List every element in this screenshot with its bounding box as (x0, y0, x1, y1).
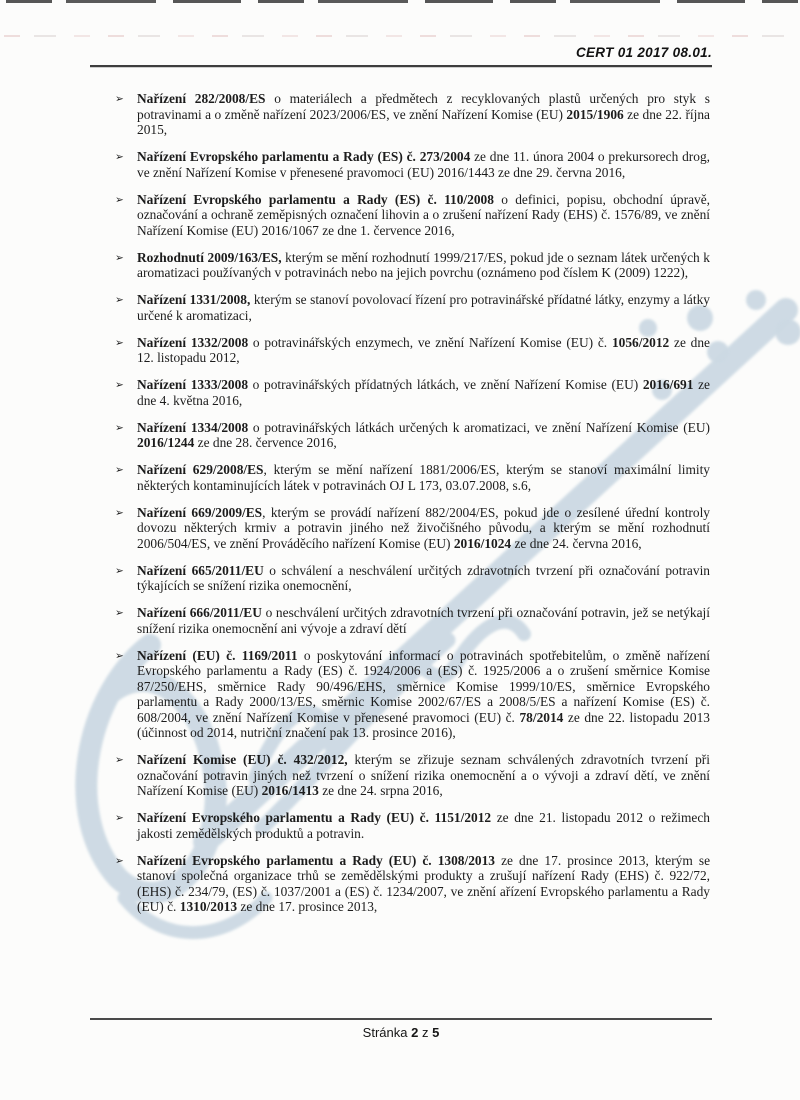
list-item-text (137, 648, 710, 741)
regulation-ref-bold: Nařízení 1332/2008 (137, 334, 249, 350)
list-item (115, 335, 710, 366)
bullet-arrow-icon: ➢ (115, 854, 124, 867)
regulation-text: ze dne 24. června 2016, (511, 535, 642, 551)
list-item (115, 149, 710, 180)
bullet-arrow-icon: ➢ (115, 812, 124, 824)
page-header (90, 44, 712, 67)
list-item (115, 853, 710, 915)
page-number-of: z (421, 1025, 429, 1040)
list-item (115, 250, 710, 281)
regulation-text: kterým se stanoví povolovací řízení pro potravinářské přídatné látky, enzymy a látky určené k aromatizaci, (137, 292, 710, 323)
regulation-ref-bold: Nařízení Komise (EU) č. 432/2012, (137, 752, 348, 767)
regulation-text: o potravinářských enzymech, ve znění Nařízení Komise (EU) č. (248, 334, 612, 350)
regulation-text: , kterým se mění nařízení 1881/2006/ES, kterým se stanoví maximální limity některých kontaminujících látek v potravinách OJ L 173, 03.07.2008, s.6, (137, 462, 711, 493)
list-item (115, 810, 710, 841)
regulation-ref-bold: 2016/1244 (137, 435, 195, 450)
list-item (115, 462, 710, 493)
list-item-text (137, 250, 710, 281)
bullet-arrow-icon: ➢ (115, 506, 124, 519)
page-number-current: 2 (411, 1025, 419, 1040)
list-item-text (137, 462, 710, 493)
regulation-text: kterým se mění rozhodnutí 1999/217/ES, pokud jde o seznam látek určených k aromatizaci používaných v potravinách nebo na jejich povrchu (oznámeno pod číslem K (2009) 1222), (137, 249, 710, 280)
bullet-arrow-icon: ➢ (115, 193, 124, 206)
regulation-text: ze dne 22. listopadu 2013 (účinnost od 2014, nutriční značení pak 13. prosince 2016), (137, 709, 710, 740)
list-item (115, 648, 710, 741)
page-number-label: Stránka (362, 1025, 408, 1040)
regulation-ref-bold: 78/2014 (519, 709, 564, 725)
list-item (115, 91, 710, 138)
regulation-ref-bold: Nařízení 669/2009/ES (137, 504, 263, 520)
regulation-ref-bold: Nařízení Evropského parlamentu a Rady (ES) č. 110/2008 (137, 191, 494, 207)
regulation-text: ze dne 4. května 2016, (137, 377, 710, 408)
bullet-arrow-icon: ➢ (115, 754, 124, 766)
regulation-ref-bold: 2016/691 (642, 377, 694, 392)
list-item (115, 752, 710, 799)
regulation-text: ze dne 21. listopadu 2012 o režimech jakosti zemědělských produktů a potravin. (137, 810, 710, 841)
list-item (115, 377, 710, 408)
list-item (115, 292, 710, 323)
bullet-arrow-icon: ➢ (115, 649, 124, 662)
regulation-ref-bold: Nařízení 1333/2008 (137, 377, 249, 392)
bullet-arrow-icon: ➢ (115, 421, 124, 434)
regulation-text: o schválení a neschválení určitých zdravotních tvrzení při označování potravin týkajících se snížení rizika onemocnění, (137, 562, 710, 593)
regulation-ref-bold: 2016/1413 (261, 783, 319, 798)
header-divider (90, 65, 712, 67)
regulation-ref-bold: Nařízení 282/2008/ES (137, 91, 266, 106)
list-item-text (137, 810, 710, 841)
list-item-text (137, 149, 710, 180)
page-number (90, 1025, 712, 1040)
list-item-text (137, 91, 710, 137)
bullet-arrow-icon: ➢ (115, 379, 124, 391)
list-item (115, 563, 710, 594)
list-item-text (137, 192, 710, 238)
document-code: CERT 01 2017 08.01. (575, 45, 712, 60)
regulation-text: ze dne 22. října 2015, (137, 106, 710, 137)
bullet-arrow-icon: ➢ (115, 151, 124, 163)
list-item (115, 505, 710, 552)
regulation-ref-bold: Nařízení 666/2011/EU (137, 605, 262, 620)
list-item-text (137, 292, 710, 323)
regulation-ref-bold: 2016/1024 (453, 535, 512, 551)
bullet-arrow-icon: ➢ (115, 336, 124, 349)
regulation-text: ze dne 11. února 2004 o prekursorech drog, ve znění Nařízení Komise v přenesené pravomoci (EU) 2016/1443 ze dne 29. června 2016, (137, 149, 710, 180)
regulation-ref-bold: Nařízení Evropského parlamentu a Rady (ES) č. 273/2004 (137, 149, 471, 164)
regulation-ref-bold: Nařízení 665/2011/EU (137, 562, 264, 578)
list-item-text (137, 505, 710, 551)
page-footer (90, 1018, 712, 1040)
regulation-text: o definici, popisu, obchodní úpravě, označování a ochraně zeměpisných označení lihovin a o zrušení nařízení Rady (EHS) č. 1576/89, ve znění Nařízení Komise (EU) 2016/1067 ze dne 1. července 2016, (137, 191, 711, 238)
regulation-text: o potravinářských látkách určených k aromatizaci, ve znění Nařízení Komise (EU) (248, 419, 710, 435)
regulation-ref-bold: Nařízení Evropského parlamentu a Rady (EU) č. 1308/2013 (137, 852, 496, 868)
list-item-text (137, 420, 710, 451)
regulation-ref-bold: Nařízení 1331/2008, (137, 292, 251, 307)
regulation-text: kterým se zřizuje seznam schválených zdravotních tvrzení při označování potravin jiných než tvrzení o snížení rizika onemocnění a o vývoji a zdraví dětí, ve znění Nařízení Komise (EU) (137, 752, 710, 798)
regulation-ref-bold: Nařízení 1334/2008 (137, 419, 249, 435)
regulation-ref-bold: Nařízení Evropského parlamentu a Rady (EU) č. 1151/2012 (137, 810, 492, 825)
regulation-list (115, 91, 710, 926)
regulation-ref-bold: 2015/1906 (566, 106, 624, 122)
regulation-ref-bold: 1056/2012 (611, 334, 670, 350)
regulation-text: ze dne 12. listopadu 2012, (137, 334, 711, 365)
regulation-text: ze dne 28. července 2016, (194, 435, 337, 450)
list-item-text (137, 853, 710, 915)
regulation-text: ze dne 17. prosince 2013, kterým se stanoví společná organizace trhů se zemědělskými produkty a zrušují nařízení Rady (EHS) č. 922/72, (EHS) č. 234/79, (ES) č. 1037/2001 a (ES) č. 1234/2007, ve znění ařízení Evropského parlamentu a Rady (EU) č. (137, 852, 711, 914)
bullet-arrow-icon: ➢ (115, 294, 124, 306)
regulation-ref-bold: 1310/2013 (179, 899, 238, 914)
list-item (115, 420, 710, 451)
list-item-text (137, 563, 710, 594)
list-item-text (137, 605, 710, 636)
list-item (115, 192, 710, 239)
regulation-ref-bold: Rozhodnutí 2009/163/ES, (137, 249, 282, 265)
footer-divider (90, 1018, 712, 1020)
bullet-arrow-icon: ➢ (115, 564, 124, 577)
regulation-text: o potravinářských přídatných látkách, ve znění Nařízení Komise (EU) (248, 377, 643, 392)
regulation-text: o materiálech a předmětech z recyklovaných plastů určených pro styk s potravinami a o změně nařízení 2023/2006/ES, ve znění Nařízení Komise (EU) (137, 91, 710, 122)
regulation-text: , kterým se provádí nařízení 882/2004/ES, pokud jde o zesílené úřední kontroly dovozu některých krmiv a potravin jiného než živočišného původu, a kterým se mění rozhodnutí 2006/504/ES, ve znění Prováděcího nařízení Komise (EU) (137, 504, 710, 551)
list-item (115, 605, 710, 636)
page-number-total: 5 (432, 1025, 440, 1040)
regulation-text: o neschválení určitých zdravotních tvrzení při označování potravin, jež se netýkají snížení rizika onemocnění ani vývoje a zdraví dětí (137, 605, 710, 636)
regulation-ref-bold: Nařízení 629/2008/ES (137, 462, 264, 477)
bullet-arrow-icon: ➢ (115, 464, 124, 476)
regulation-text: o poskytování informací o potravinách spotřebitelům, o změně nařízení Evropského parlamentu a Rady (ES) č. 1924/2006 a (ES) č. 1925/2006 a o zrušení směrnice Komise 87/250/EHS, směrnice Rady 90/496/EHS, směrnice Komise 1999/10/ES, směrnice Evropského parlamentu a Rady 2000/13/ES, směrnic Komise 2002/67/ES a 2008/5/ES a nařízení Komise (ES) č. 608/2004, ve znění Nařízení Komise v přenesené pravomoci (EU) č. (137, 647, 710, 725)
bullet-arrow-icon: ➢ (115, 251, 124, 264)
bullet-arrow-icon: ➢ (115, 607, 124, 619)
regulation-text: ze dne 17. prosince 2013, (237, 899, 378, 914)
bullet-arrow-icon: ➢ (115, 93, 124, 105)
list-item-text (137, 335, 710, 366)
list-item-text (137, 377, 710, 408)
regulation-text: ze dne 24. srpna 2016, (318, 783, 443, 798)
list-item-text (137, 752, 710, 798)
regulation-ref-bold: Nařízení (EU) č. 1169/2011 (137, 647, 298, 663)
